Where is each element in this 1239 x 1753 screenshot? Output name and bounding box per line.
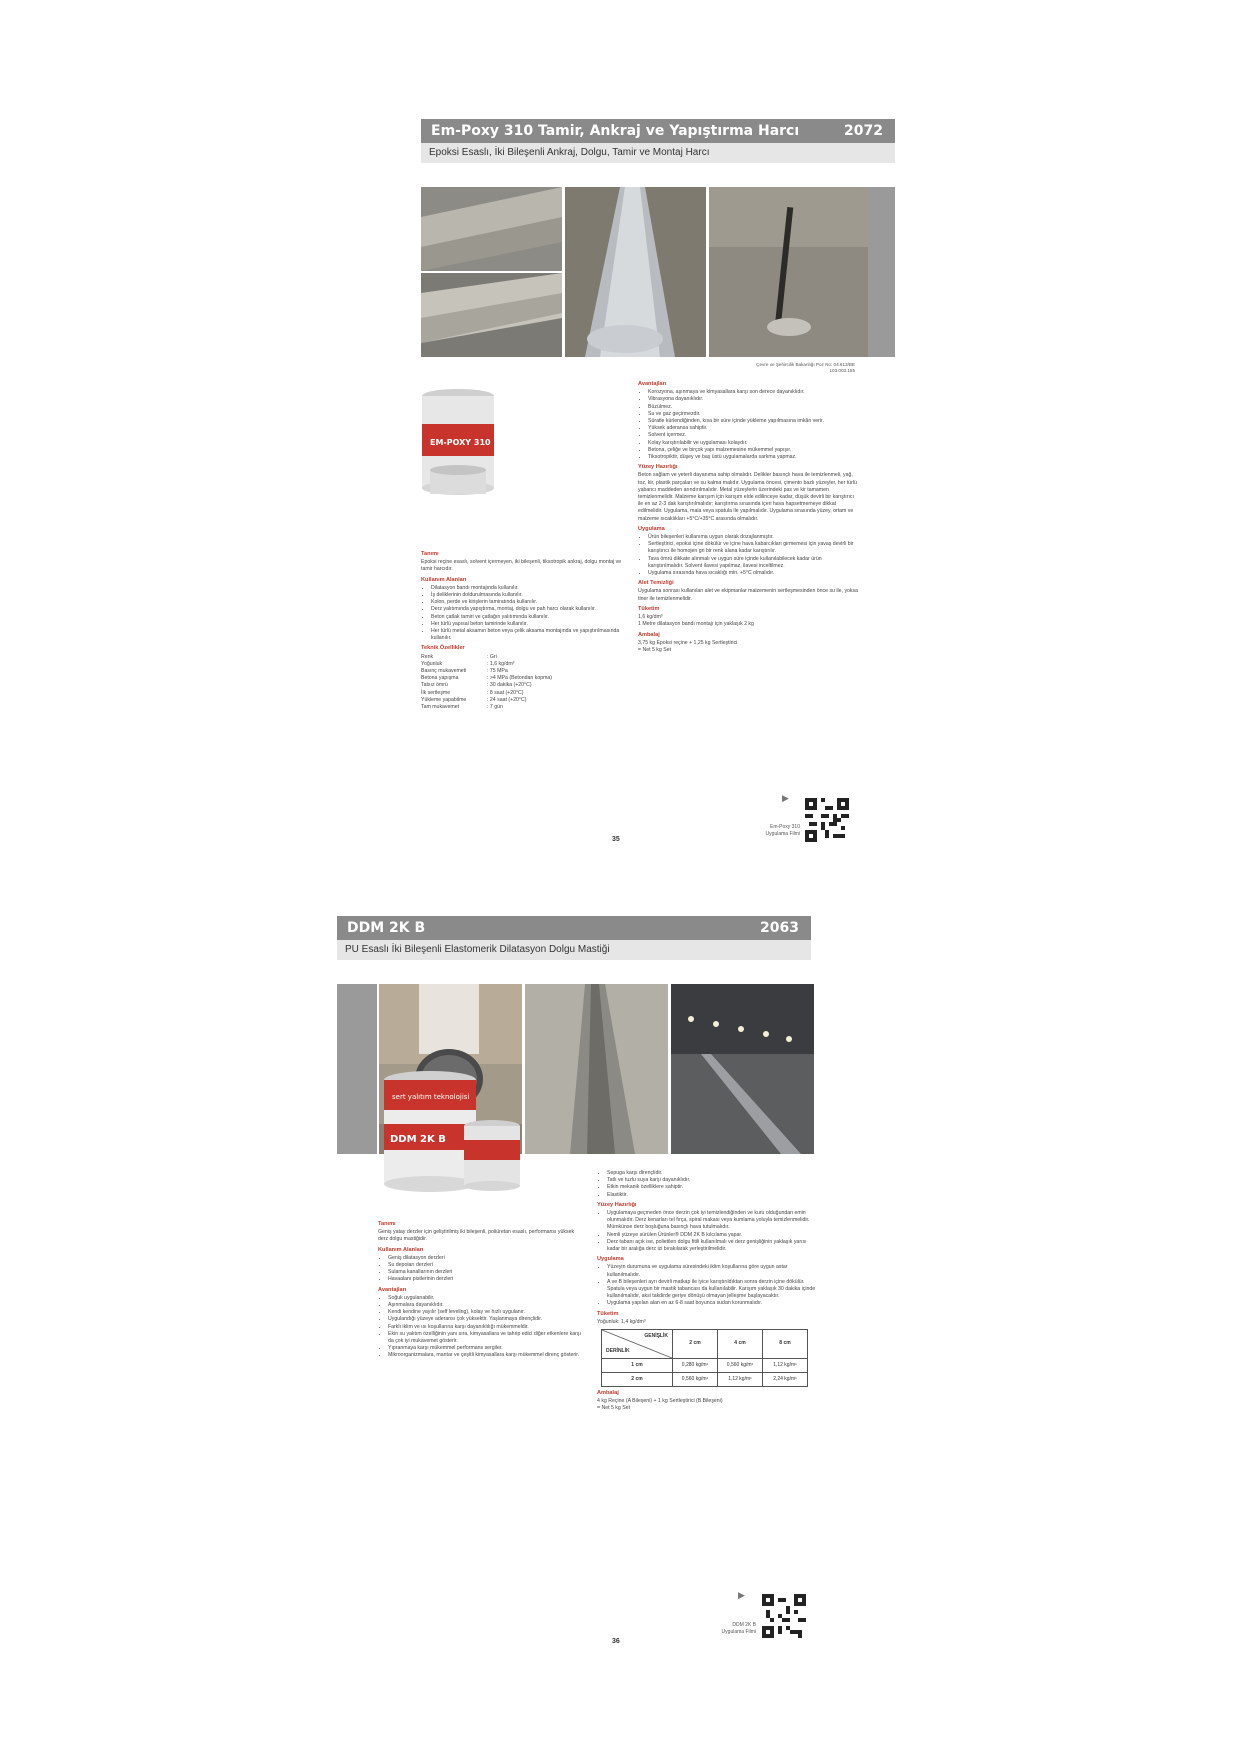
list-item: • Vibrasyona dayanıklıdır. [648, 396, 858, 403]
product-title-bar [337, 916, 811, 940]
list-item: • Uygulamaya geçmeden önce derzin çok iyi temizlendiğinden ve kuru olduğundan emin olunmalıdır. Derz kenarları tel fırça, spiral makası veya kumlama yoluyla temizlenmelidir. Mümkünse derz boşluğuna basınçlı hava tutulmalıdır. [607, 1210, 817, 1232]
section-title-tanim: Tanımı [378, 1221, 396, 1227]
page-number: 35 [612, 836, 620, 843]
list-item: • Su ve gaz geçirmezdir. [648, 411, 858, 418]
play-icon: ▶ [782, 793, 789, 803]
list-item: • Uygulama sırasında hava sıcaklığı min. +5°C olmalıdır. [648, 570, 858, 577]
spec-value: : 24 saat (+20°C) [487, 696, 527, 703]
kullanim-list [378, 1255, 583, 1284]
section-title-uygulama: Uygulama [638, 525, 665, 532]
list-item: • Süratle kürlendiğinden, kısa bir süre içinde yükleme yapılmasına imkân verir. [648, 418, 858, 425]
list-item: • Derz tabanı açık ise, polietilen dolgu fitili kullanılmalı ve derz genişliğinin yaklaşık yarısı kadar bir aralığa derz izi bırakılarak yerleştirilmelidir. [607, 1239, 817, 1253]
list-item: • Solvent içermez. [648, 432, 858, 439]
spec-key: Betona yapışma [421, 675, 459, 682]
list-item: • Kendi kendine yayılır (self leveling), kolay ve hızlı uygulanır. [388, 1309, 583, 1316]
table-cell: 1,12 kg/m¹ [718, 1373, 763, 1387]
section-title-alet: Alet Temizliği [638, 580, 674, 587]
play-icon: ▶ [738, 1590, 745, 1600]
tuketim-text: 1,6 kg/dm³ 1 Metre dilatasyon bandı montajı için yaklaşık 2 kg [638, 614, 754, 628]
teknik-table [421, 654, 626, 712]
section-title-kullanim: Kullanım Alanları [421, 576, 467, 583]
can-label: DDM 2K B [390, 1134, 446, 1145]
spec-value: : 1,6 kg/dm³ [487, 660, 515, 667]
spec-value: : 7 gün [487, 704, 503, 711]
table-cell: 0,560 kg/m¹ [673, 1373, 718, 1387]
list-item: • A ve B bileşenleri ayrı devirli matkap ile iyice karıştırıldıktan sonra derzin içine dökülür. Spatula veya uygun bir mastik tabancası da kullanılabilir. Karışım yaklaşık 30 dakika içinde kullanılmalıdır, aksi takdirde geriye dönüşü olmayan jelleşme başlayacaktır. [607, 1279, 817, 1301]
spec-key: Yoğunluk [421, 660, 443, 667]
list-item: • Kolay karıştırılabilir ve uygulaması kolaydır. [648, 440, 858, 447]
section-title-tuketim: Tüketim [638, 605, 660, 612]
section-title-yuzey: Yüzey Hazırlığı [638, 464, 678, 471]
spec-key: Tam mukavemet [421, 704, 460, 711]
section-title-tuketim: Tüketim [597, 1310, 619, 1317]
spec-key: Renk [421, 653, 434, 660]
product-code: 2072 [844, 123, 883, 139]
right-column [638, 378, 858, 656]
list-item: • Derz yalıtımında yapıştırma, montaj, dolgu ve pah harcı olarak kullanılır. [431, 606, 626, 613]
list-item: • Tatlı ve tuzlu suya karşı dayanıklıdır. [607, 1177, 817, 1184]
uygulama-list [638, 534, 858, 577]
section-title-yuzey: Yüzey Hazırlığı [597, 1201, 637, 1208]
photo-concrete-edge-bottom [421, 273, 562, 357]
list-item: • Etkin mekanik özelliklere sahiptir. [607, 1184, 817, 1191]
list-item: • Korozyona, aşınmaya ve kimyasallara karşı son derece dayanıklıdır. [648, 389, 858, 396]
list-item: • Sertleştirici, epoksi içine dökülür ve içine hava kabarcıkları girmemesi için yavaş devirli bir karıştırıcı ile homojen gri bir renk alana kadar karıştırılır. [648, 541, 858, 555]
list-item: • Ekin su yalıtım özelliğinin yanı sıra, kimyasallara ve tahrip edici diğer etkenlere karşı da çok iyi mukavemet gösterir. [388, 1331, 583, 1345]
yuzey-text: Beton sağlam ve yeterli dayanıma sahip olmalıdır. Delikler basınçlı hava ile temizlenmeli, yağ, toz, kir, plastik parçaları ve su kalma malıdır. Uygulama öncesi, çimento bazlı yüzeyler, her türlü yabancı maddeden arındırılmalıdır. Metal yüzeylerin üzerindeki pas ve kir tamamen temizlenmelidir. Malzeme karışım için karışım elde edilinceye kadar, düşük devirli bir karıştırıcı ile en az 2-3 dak karıştırılmalıdır; karıştırma sırasında içeri hava hapsetmemeye dikkat edilmelidir. Uygulama, mala veya spatula ile yapılmalıdır. Uygulama sırasında yüzey, ortam ve malzeme sıcaklıkları +5°C/+35°C arasında olmalıdır. [638, 472, 857, 522]
ambalaj-text: 4 kg Reçine (A Bileşeni) + 1 kg Sertleştirici (B Bileşeni) = Net 5 kg Set [597, 1398, 723, 1412]
grey-side-band [337, 984, 377, 1154]
page-35 [0, 0, 1239, 876]
qr-code-icon[interactable] [805, 798, 849, 842]
list-item: • Yıpranmaya karşı mükemmel performans sergiler. [388, 1345, 583, 1352]
table-row-header: 1 cm [602, 1359, 673, 1373]
list-item: • Yüzeyin durumuna ve uygulama süresindeki iklim koşullarına göre uygun astar kullanılmalıdır. [607, 1264, 817, 1278]
list-item: • Uygulandığı yüzeye aderansı çok yüksektir. Yaşlanmaya dirençlidir. [388, 1316, 583, 1323]
product-title-bar [421, 119, 895, 143]
list-item: • Aşınmalara dayanıklıdır. [388, 1302, 583, 1309]
can-banner: sert yalıtım teknolojisi [392, 1093, 470, 1101]
grey-side-band [868, 187, 895, 357]
section-title-uygulama: Uygulama [597, 1256, 624, 1263]
list-item: • Tiksotropiktir, düşey ve baş üstü uygulamalarda sarkma yapmaz. [648, 454, 858, 461]
section-title-teknik: Teknik Özellikler [421, 645, 465, 652]
list-item: • Her türlü yapısal beton tamirinde kullanılır. [431, 621, 626, 628]
corner-bottom-label: DERİNLİK [606, 1347, 630, 1354]
product-subtitle: PU Esaslı İki Bileşenli Elastomerik Dilatasyon Dolgu Mastiği [337, 940, 811, 960]
list-item: • Dilatasyon bandı montajında kullanılır. [431, 585, 626, 592]
list-item: • Uygulama yapılan alan en az 6-8 saat boyunca sudan korunmalıdır. [607, 1300, 817, 1307]
section-title-avantaj: Avantajları [638, 381, 667, 387]
product-can-image [416, 386, 506, 504]
photo-joint-tape [565, 187, 706, 357]
list-item: • Soğuk uygulanabilir. [388, 1295, 583, 1302]
list-item: • Nemli yüzeye sürülen Ürünler® DDM 2K B kılcılama yapar. [607, 1232, 817, 1239]
list-item: • Farklı iklim ve ısı koşullarına karşı dayanıklılığı mükemmeldir. [388, 1324, 583, 1331]
spec-value: : >4 MPa (Betondan kopma) [487, 675, 553, 682]
product-title: DDM 2K B [347, 920, 426, 936]
avantaj-continued-list [597, 1170, 817, 1199]
spec-value: : 8 saat (+20°C) [487, 689, 524, 696]
qr-caption: Em-Poxy 310 Uygulama Filmi [765, 824, 800, 837]
spec-key: Basınç mukavemeti [421, 668, 467, 675]
list-item: • İş deliklerinin doldurulmasında kullanılır. [431, 592, 626, 599]
table-col-header: 2 cm [673, 1330, 718, 1359]
product-title: Em-Poxy 310 Tamir, Ankraj ve Yapıştırma Harcı [431, 123, 800, 139]
list-item: • Büzülmez. [648, 404, 858, 411]
table-row [602, 1373, 808, 1387]
table-col-header: 4 cm [718, 1330, 763, 1359]
section-title-avantaj: Avantajları [378, 1286, 407, 1293]
table-col-header: 8 cm [763, 1330, 808, 1359]
qr-caption: DDM 2K B Uygulama Filmi [721, 1622, 756, 1635]
alet-text: Uygulama sonrası kullanılan alet ve ekipmanlar malzemenin sertleşmesinden önce su ile, yoksa tiner ile temizlenmelidir. [638, 588, 859, 602]
section-title-kullanim: Kullanım Alanları [378, 1246, 424, 1253]
page-36 [0, 876, 1239, 1753]
product-subtitle: Epoksi Esaslı, İki Bileşenli Ankraj, Dolgu, Tamir ve Montaj Harcı [421, 143, 895, 163]
list-item: • Beton çatlak tamiri ve çatlağın yalıtımında kullanılır. [431, 614, 626, 621]
spec-value: : 75 MPa [487, 668, 508, 675]
spec-key: Yükleme yapabilme [421, 696, 467, 703]
section-title-tanim: Tanımı [421, 551, 439, 557]
can-label: EM-POXY 310 [430, 438, 491, 447]
product-can-image [378, 1066, 528, 1194]
list-item: • Geniş dilatasyon derzleri [388, 1255, 583, 1262]
table-cell: 0,280 kg/m¹ [673, 1359, 718, 1373]
photo-concrete-edge-top [421, 187, 562, 271]
spec-value: : 30 dakika (+20°C) [487, 682, 532, 689]
table-cell: 2,24 kg/m¹ [763, 1373, 808, 1387]
spec-key: İlk sertleşme [421, 689, 451, 696]
section-title-ambalaj: Ambalaj [638, 631, 660, 638]
spec-value: : Gri [487, 653, 497, 660]
table-corner-cell [602, 1330, 673, 1359]
list-item: • Sulama kanallarının derzleri [388, 1269, 583, 1276]
photo-anchor-bar [709, 187, 868, 357]
list-item: • Sepuga karşı dirençlidir. [607, 1170, 817, 1177]
list-item: • Mikroorganizmalara, mantar ve çeşitli kimyasallara karşı mükemmel direnç gösterir. [388, 1352, 583, 1359]
left-column [378, 1218, 583, 1362]
table-row-header: 2 cm [602, 1373, 673, 1387]
product-code: 2063 [760, 920, 799, 936]
avantaj-list [638, 389, 858, 461]
yuzey-list [597, 1210, 817, 1253]
consumption-table [601, 1329, 808, 1387]
left-column [421, 548, 626, 711]
avantaj-list [378, 1295, 583, 1360]
kullanim-list [421, 585, 626, 643]
list-item: • Ürün bileşenleri kullanıma uygun olarak dozajlanmıştır. [648, 534, 858, 541]
list-item: • Betona, çeliğe ve birçok yapı malzemesine mükemmel yapışır. [648, 447, 858, 454]
qr-code-icon[interactable] [762, 1594, 806, 1638]
corner-top-label: GENİŞLİK [644, 1333, 668, 1340]
ambalaj-text: 3,75 kg Epoksi reçine + 1,25 kg Sertleştirici = Net 5 kg Set [638, 639, 738, 653]
list-item: • Kolon, perde ve kirişlerin tamiratında kullanılır. [431, 599, 626, 606]
tuketim-text: Yoğunluk: 1,4 kg/dm³ [597, 1318, 646, 1325]
section-title-ambalaj: Ambalaj [597, 1390, 619, 1397]
page-number: 36 [612, 1638, 620, 1645]
photo-floor-joint [525, 984, 668, 1154]
tanim-text: Epoksi reçine esaslı, solvent içermeyen, iki bileşenli, tiksotropik ankraj, dolgu montaj ve tamir harcıdır. [421, 559, 622, 573]
list-item: • Havaalanı pistlerinin derzleri [388, 1276, 583, 1283]
tanim-text: Geniş yatay derzler için geliştirilmiş iki bileşenli, poliüretan esaslı, performansı yüksek derz dolgu mastiğidir. [378, 1229, 575, 1243]
spec-key: Tatsız ömrü [421, 682, 448, 689]
list-item: • Yüksek aderansa sahiptir. [648, 425, 858, 432]
list-item: • Tava ömrü dikkate alınmalı ve uygun süre içinde kullanılabilecek kadar ürün karıştırılmalıdır. Solvent ilavesi yapılmaz, ilavesi inceltilmez. [648, 556, 858, 570]
list-item: • Elastiktir. [607, 1192, 817, 1199]
uygulama-list [597, 1264, 817, 1307]
photo-parking-floor [671, 984, 814, 1154]
certificate-note: Çevre ve Şehircilik Bakanlığı Poz No: 04.613/BE 103.003.155 [756, 362, 855, 373]
table-row [602, 1359, 808, 1373]
list-item: • Her türlü metal aksamın beton veya çelik aksama montajında ve yapıştırılmasında kullanılır. [431, 628, 626, 642]
table-cell: 0,560 kg/m¹ [718, 1359, 763, 1373]
list-item: • Su depoları derzleri [388, 1262, 583, 1269]
right-column [597, 1170, 817, 1415]
table-cell: 1,12 kg/m¹ [763, 1359, 808, 1373]
